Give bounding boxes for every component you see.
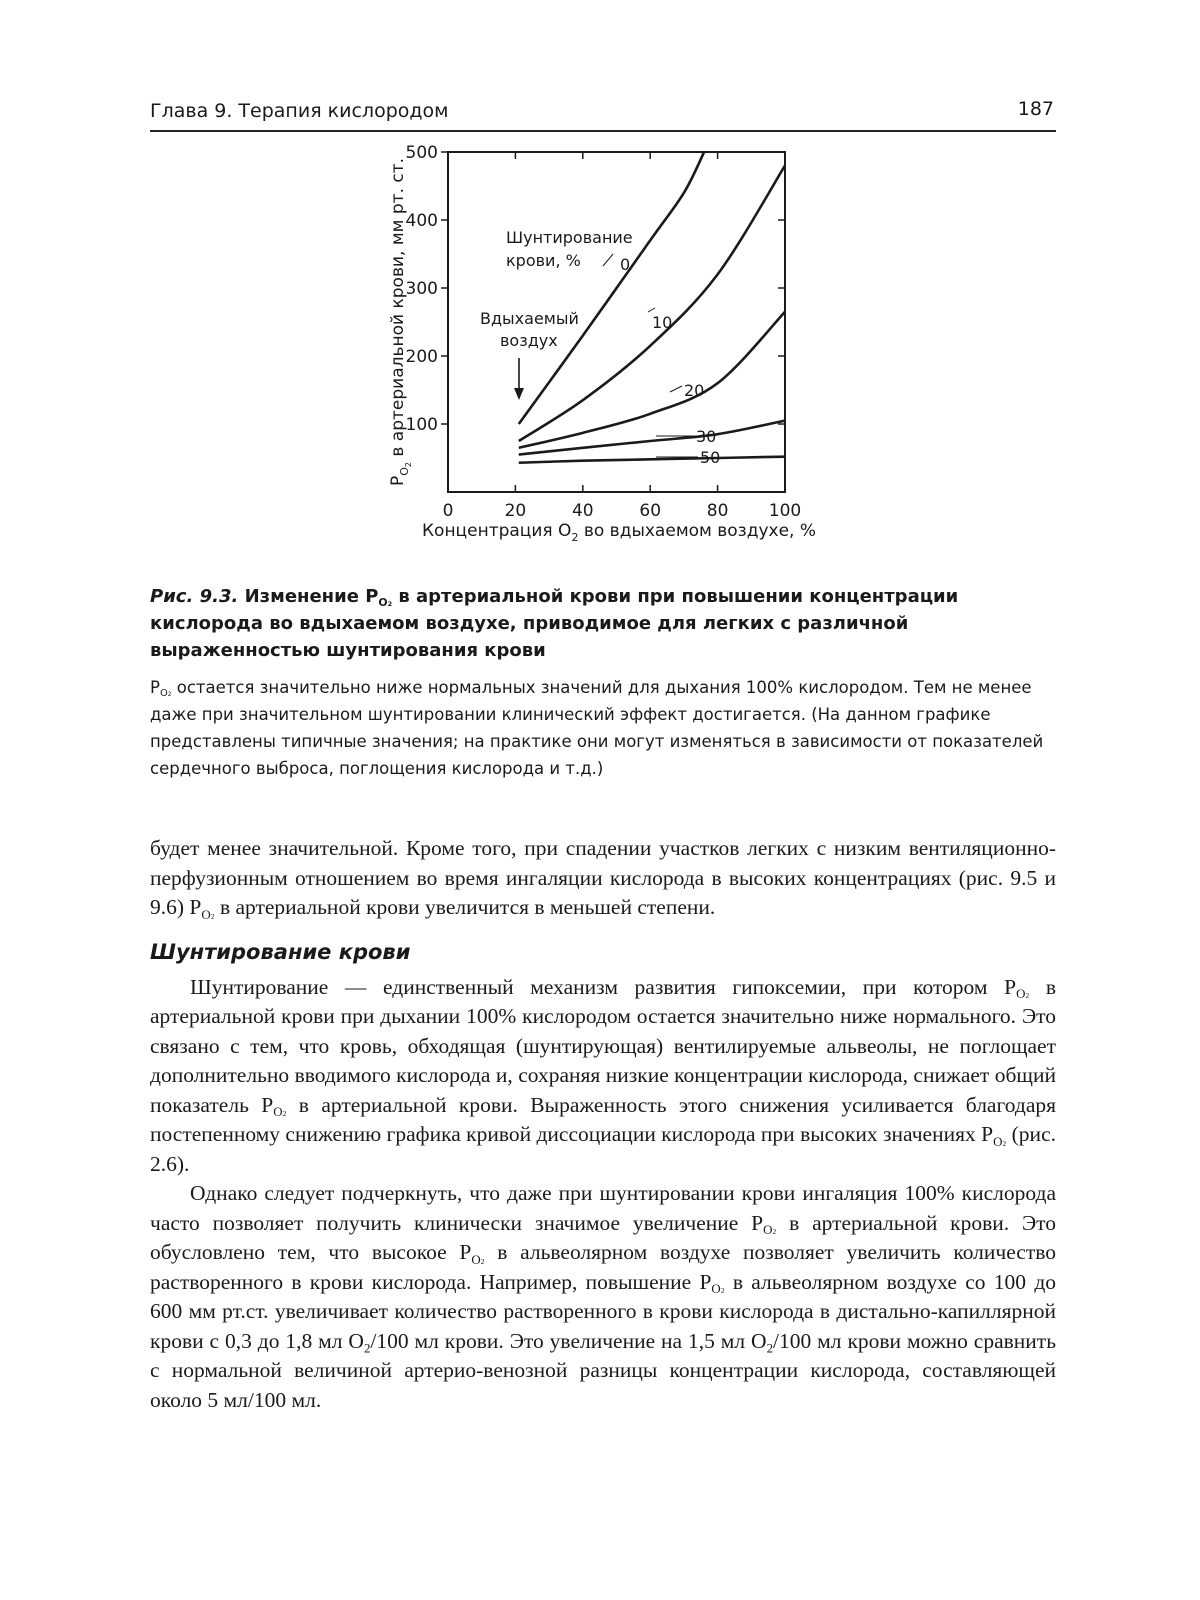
inhaled-air-arrowhead (514, 388, 524, 400)
series-label-30: 30 (696, 427, 717, 446)
series-line-50 (519, 457, 785, 463)
figure-title: Рис. 9.3. Изменение $P_{O2}$ в артериальной крови при повышении концентрации кислорода во вдыхаемом воздухе, приводимое для легких с различной выраженностью шунтирования крови (150, 586, 959, 661)
x-tick-label-0: 0 (442, 501, 454, 521)
series-label-10: 10 (652, 313, 673, 332)
x-tick-label-20: 20 (504, 501, 527, 521)
x-tick-label-80: 80 (706, 501, 729, 521)
y-tick-label-100: 100 (405, 415, 438, 435)
y-tick-label-200: 200 (405, 347, 438, 367)
shunt-po2-chart (150, 140, 1056, 580)
y-tick-label-500: 500 (405, 143, 438, 163)
series-leader-0 (603, 254, 613, 266)
y-tick-label-400: 400 (405, 211, 438, 231)
y-axis-label: $P_O2$ в артериальной крови, мм рт. ст. (388, 157, 413, 487)
figure-description: $P_{O2}$ остается значительно ниже нормальных значений для дыхания 100% кислородом. Тем не менее даже при значительном шунтировании клинический эффект достигается. (На данном графике представлены типичные значения; на практике они могут изменяться в зависимости от показателей сердечного выброса, поглощения кислорода и т.д.) (150, 678, 1044, 778)
arrow-label-line2: воздух (500, 331, 558, 350)
section-heading: Шунтирование крови (150, 939, 411, 964)
series-label-50: 50 (700, 448, 721, 467)
x-tick-label-40: 40 (571, 501, 594, 521)
legend-title-line1: Шунтирование (506, 228, 633, 247)
series-leader-20 (670, 386, 682, 392)
paragraph-3: Однако следует подчеркнуть, что даже при шунтировании крови ингаляция 100% кислорода часто позволяет получить клинически значимое увеличение $P_{O2}$ в артериальной крови. Это обусловлено тем, что высокое $P_{O2}$ в альвеолярном воздухе позволяет увеличить количество растворенного в крови кислорода. Например, повышение $P_{O2}$ в альвеолярном воздухе со 100 до 600 мм рт.ст. увеличивает количество растворенного в крови кислорода в дистально-капиллярной крови с 0,3 до 1,8 мл $O_2/100$ мл крови. Это увеличение на 1,5 мл $O_2/100$ мл крови можно сравнить с нормальной величиной артерио-венозной разницы концентрации кислорода, составляющей около 5 мл/100 мл. (150, 1181, 1057, 1412)
series-lines (519, 152, 785, 463)
tick-labels (406, 143, 802, 521)
body-text (150, 834, 1056, 1415)
running-title: Глава 9. Терапия кислородом (150, 100, 449, 122)
x-tick-label-60: 60 (639, 501, 662, 521)
series-line-10 (519, 166, 785, 441)
legend-title-line2: крови, % (506, 251, 581, 270)
series-labels (603, 254, 720, 467)
series-line-0 (519, 152, 704, 424)
paragraph-2: Шунтирование — единственный механизм развития гипоксемии, при котором $P_{O2}$ в артериальной крови при дыхании 100% кислородом остается значительно ниже нормального. Это связано с тем, что кровь, обходящая (шунтирующая) вентилируемые альвеолы, не поглощает дополнительно вводимого кислорода и, сохраняя низкие концентрации кислорода, снижает общий показатель $P_{O2}$ в артериальной крови. Выраженность этого снижения усиливается благодаря постепенному снижению графика кривой диссоциации кислорода при высоких значениях $P_{O2}$ (рис. 2.6). (150, 974, 1057, 1176)
series-leader-10 (648, 308, 655, 312)
figure-label: Рис. 9.3. (150, 586, 239, 607)
y-tick-label-300: 300 (405, 279, 438, 299)
figure-caption (150, 583, 1056, 782)
page-number: 187 (1017, 98, 1054, 120)
page-header (150, 96, 1056, 132)
paragraph-1: будет менее значительной. Кроме того, при спадении участков легких с низким вентиляционно-перфузионным отношением во время ингаляции кислорода в высоких концентрациях (рис. 9.5 и 9.6) $P_{O2}$ в артериальной крови увеличится в меньшей степени. (150, 836, 1056, 922)
arrow-label-line1: Вдыхаемый (480, 309, 579, 328)
series-label-20: 20 (684, 381, 705, 400)
x-axis-label: Концентрация $O_2$ во вдыхаемом воздухе, % (421, 521, 817, 544)
series-label-0: 0 (620, 255, 631, 274)
x-tick-label-100: 100 (768, 501, 802, 521)
series-line-20 (519, 312, 785, 448)
